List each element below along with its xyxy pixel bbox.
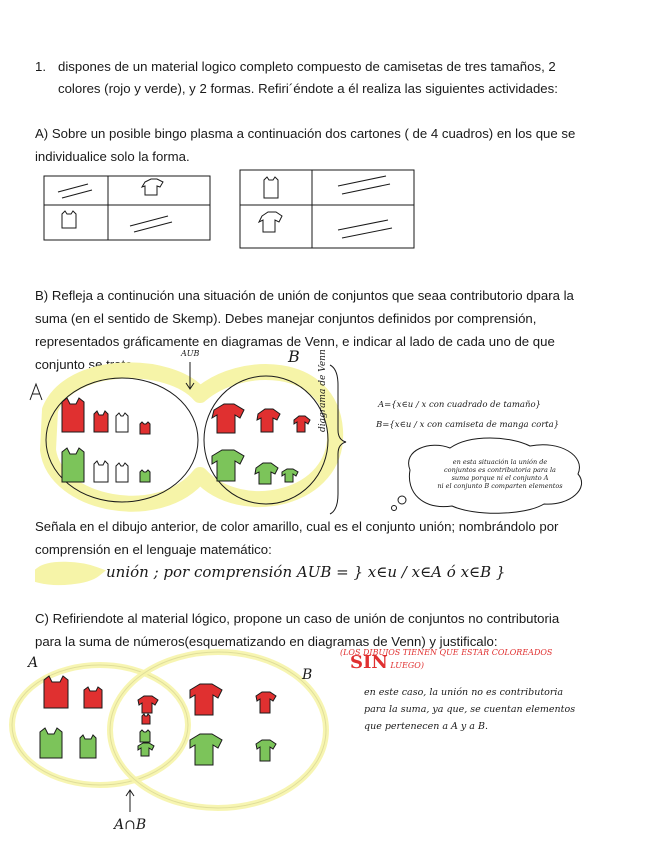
part-b-line-6: comprensión en el lenguaje matemático:	[35, 542, 272, 557]
part-c-line-1: C) Refiriendote al material lógico, propone un caso de unión de conjuntos no contributoria	[35, 611, 560, 626]
part-b-line-3: representados gráficamente en diagramas de Venn, e indicar al lado de cada uno de que	[35, 334, 555, 349]
arrow-up-icon	[126, 790, 134, 812]
label-aub-b: AUB	[181, 349, 200, 358]
cloud-line: en esta situación la unión de	[452, 458, 548, 466]
union-answer: unión ; por comprensión AUB = } x∈u / x∈A ó x∈B }	[106, 563, 506, 581]
label-b-c: B	[302, 667, 313, 683]
sin-word: SIN	[350, 652, 388, 673]
part-a-line-1: A) Sobre un posible bingo plasma a continuación dos cartones ( de 4 cuadros) en los que se	[35, 126, 576, 141]
set-a-highlight	[12, 665, 188, 785]
question-1-line-1: dispones de un material logico completo compuesto de camisetas de tres tamaños, 2	[58, 59, 556, 74]
part-b-line-1: B) Refleja a continución una situación de unión de conjuntos que seaa contributorio dpara la	[35, 288, 574, 303]
red-note-line-1: (LOS DIBUJOS TIENEN QUE ESTAR COLOREADOS	[340, 648, 553, 657]
cloud-line: ni el conjunto B comparten elementos	[437, 482, 563, 490]
intersection-items	[138, 696, 158, 756]
part-b-line-5: Señala en el dibujo anterior, de color amarillo, cual es el conjunto unión; nombrándolo por	[35, 519, 559, 534]
red-note-luego: LUEGO)	[390, 661, 424, 670]
label-b-b: B	[288, 347, 300, 366]
explanation-line: para la suma, ya que, se cuentan elementos	[364, 704, 576, 715]
question-1-line-2: colores (rojo y verde), y 2 formas. Refiri´éndote a él realiza las siguientes actividades:	[58, 81, 558, 96]
label-a-c: A	[28, 655, 39, 671]
part-a-line-2: individualice solo la forma.	[35, 149, 190, 164]
set-a-items-c	[40, 676, 102, 758]
part-b-line-2: suma (en el sentido de Skemp). Debes manejar conjuntos definidos por comprensión,	[35, 311, 537, 326]
explanation-line: que pertenecen a A y a B.	[364, 721, 488, 732]
set-b-items-c	[190, 684, 276, 765]
brace-label: diagrama de Venn	[318, 349, 328, 432]
cloud-line: conjuntos es contributoria para la	[444, 466, 556, 474]
explanation-line: en este caso, la unión no es contributoria	[364, 687, 564, 698]
red-note	[340, 648, 552, 671]
cloud-line: suma porque ni el conjunto A	[451, 474, 549, 482]
part-b-line-4: conjunto se trata.	[35, 357, 137, 372]
question-number: 1.	[35, 59, 46, 74]
definition-b: B={x∈u / x con camiseta de manga corta}	[376, 420, 560, 430]
definition-a: A={x∈u / x con cuadrado de tamaño}	[378, 400, 541, 410]
label-anb-c: A∩B	[114, 817, 147, 833]
part-c-line-2: para la suma de números(esquematizando en diagramas de Venn) y justificalo:	[35, 634, 498, 649]
explanation	[364, 684, 575, 735]
